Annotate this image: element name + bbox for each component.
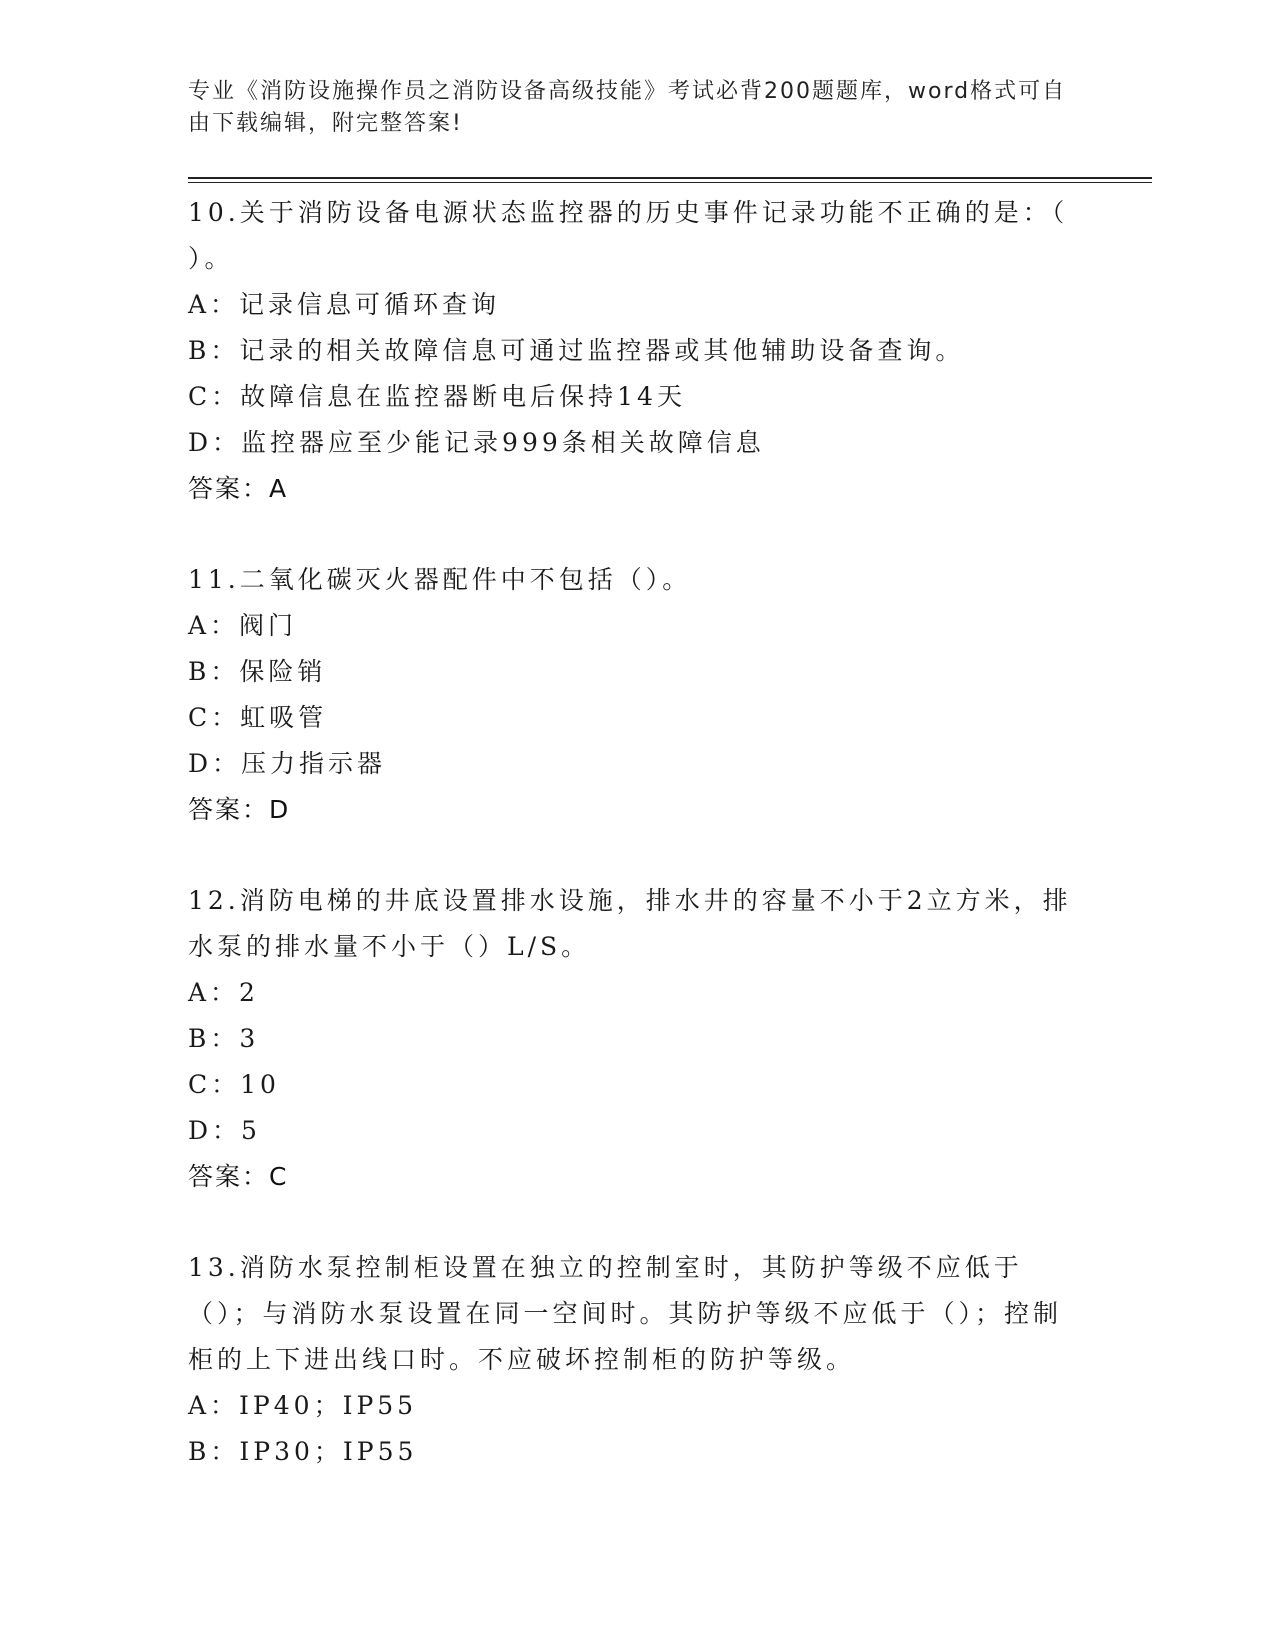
header-divider-thick: [188, 177, 1152, 179]
option-d: D：压力指示器: [188, 749, 387, 778]
option-a: A：阀门: [188, 611, 298, 640]
question-12: [188, 878, 1088, 1200]
option-d: D：5: [188, 1116, 261, 1145]
question-13: [188, 1245, 1088, 1475]
option-b: B：保险销: [188, 657, 327, 686]
question-10: [188, 190, 1088, 512]
option-a: A：IP40；IP55: [188, 1391, 418, 1420]
option-b: B：IP30；IP55: [188, 1437, 418, 1466]
option-a: A：2: [188, 978, 259, 1007]
question-stem: 11.二氧化碳灭火器配件中不包括（）。: [188, 565, 692, 594]
question-11: [188, 557, 1088, 833]
question-stem: 10.关于消防设备电源状态监控器的历史事件记录功能不正确的是：（ ）。: [188, 198, 1069, 273]
question-list: [188, 190, 1088, 1520]
answer-line: 答案：C: [188, 1162, 289, 1191]
question-stem: 13.消防水泵控制柜设置在独立的控制室时，其防护等级不应低于（）；与消防水泵设置在同一空间时。其防护等级不应低于（）；控制柜的上下进出线口时。不应破坏控制柜的防护等级。: [188, 1253, 1063, 1374]
option-a: A：记录信息可循环查询: [188, 290, 501, 319]
option-b: B：3: [188, 1024, 260, 1053]
option-c: C：虹吸管: [188, 703, 328, 732]
answer-line: 答案：A: [188, 474, 289, 503]
answer-line: 答案：D: [188, 795, 291, 824]
document-header: 专业《消防设施操作员之消防设备高级技能》考试必背200题题库，word格式可自由下载编辑，附完整答案!: [188, 79, 1067, 136]
option-c: C：故障信息在监控器断电后保持14天: [188, 382, 686, 411]
option-c: C：10: [188, 1070, 280, 1099]
option-d: D：监控器应至少能记录999条相关故障信息: [188, 428, 765, 457]
header-divider-thin: [188, 182, 1152, 183]
option-b: B：记录的相关故障信息可通过监控器或其他辅助设备查询。: [188, 336, 965, 365]
question-stem: 12.消防电梯的井底设置排水设施，排水井的容量不小于2立方米，排水泵的排水量不小于（）L/S。: [188, 886, 1072, 961]
